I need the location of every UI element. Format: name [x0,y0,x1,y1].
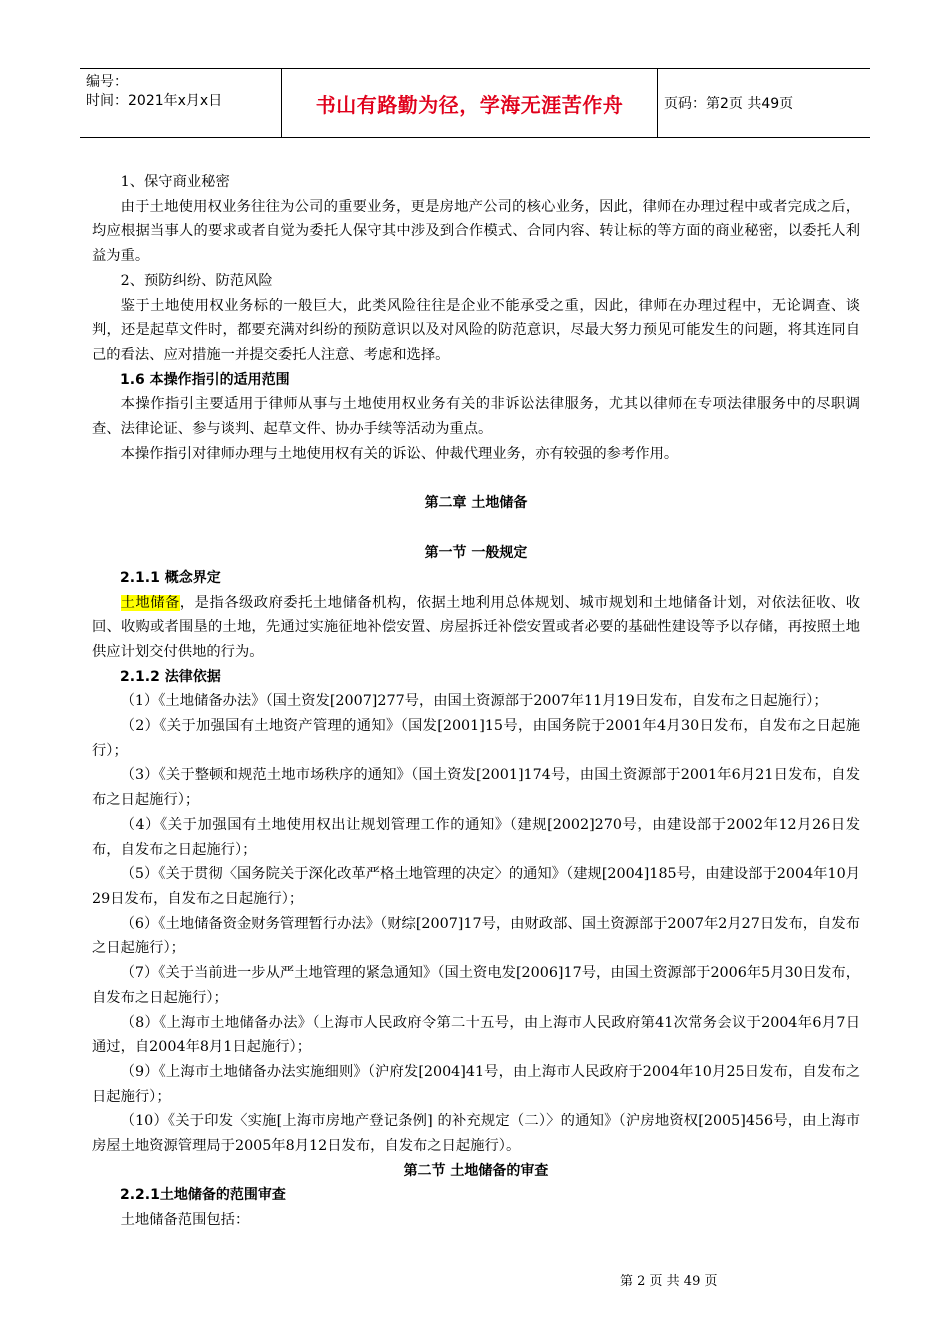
law-item: （4）《关于加强国有土地使用权出让规划管理工作的通知》（建规[2002]270号，由建设部于2002年12月26日发布，自发布之日起施行）； [92,816,860,858]
law-item: （8）《上海市土地储备办法》（上海市人民政府令第二十五号，由上海市人民政府第41次常务会议于2004年6月7日通过，自2004年8月1日起施行）； [92,1014,860,1056]
page-header [80,68,870,138]
chapter-title: 第二章 土地储备 [424,495,528,512]
header-page-info: 页码：第2页 共49页 [664,96,794,112]
paragraph-scope-list-intro: 土地储备范围包括： [120,1212,250,1229]
section-title-review: 第二节 土地储备的审查 [403,1162,549,1179]
header-motto: 书山有路勤为径，学海无涯苦作舟 [282,69,658,137]
time-label: 时间：2021年x月x日 [86,93,223,109]
header-left-cell [80,69,282,137]
section-title-trade-secret: 1、保守商业秘密 [120,174,230,190]
paragraph-risk: 鉴于土地使用权业务标的一般巨大，此类风险往往是企业不能承受之重，因此，律师在办理过程中，无论调查、谈判，还是起草文件时，都要充满对纠纷的预防意识以及对风险的防范意识，尽最大努力预见可能发生的问题，将其连同自己的看法、应对措施一并提交委托人注意、考虑和选择。 [92,297,860,363]
section-title-risk: 2、预防纠纷、防范风险 [120,272,273,289]
heading-2-2-1: 2.2.1土地储备的范围审查 [120,1187,286,1204]
law-item: （2）《关于加强国有土地资产管理的通知》（国发[2001]15号，由国务院于2001年4月30日发布，自发布之日起施行）； [92,718,860,759]
section-title-general: 第一节 一般规定 [424,545,528,562]
paragraph-scope-a: 本操作指引主要适用于律师从事与土地使用权业务有关的非诉讼法律服务，尤其以律师在专项法律服务中的尽职调查、法律论证、参与谈判、起草文件、协办手续等活动为重点。 [92,396,860,438]
paragraph-trade-secret: 由于土地使用权业务往往为公司的重要业务，更是房地产公司的核心业务，因此，律师在办理过程中或者完成之后，均应根据当事人的要求或者自觉为委托人保守其中涉及到合作模式、合同内容、转让标的等方面的商业秘密，以委托人利益为重。 [92,198,860,265]
definition-text: ，是指各级政府委托土地储备机构，依据土地利用总体规划、城市规划和土地储备计划，对依法征收、收回、收购或者围垦的土地，先通过实施征地补偿安置、房屋拆迁补偿安置或者必要的基础性建设等予以存储，再按照土地供应计划交付供地的行为。 [92,594,861,660]
heading-1-6: 1.6 本操作指引的适用范围 [120,371,290,388]
law-item: （7）《关于当前进一步从严土地管理的紧急通知》（国土资电发[2006]17号，由国土资源部于2006年5月30日发布，自发布之日起施行）； [92,965,860,1006]
document-body [92,170,860,1233]
highlighted-term: 土地储备 [120,594,180,611]
heading-2-1-2: 2.1.2 法律依据 [120,668,221,685]
paragraph-scope-b: 本操作指引对律师办理与土地使用权有关的诉讼、仲裁代理业务，亦有较强的参考作用。 [120,445,679,462]
page-footer: 第 2 页 共 49 页 [620,1274,718,1289]
law-item: （10）《关于印发〈实施[上海市房地产登记条例] 的补充规定（二）〉的通知》（沪房地资权[2005]456号，由上海市房屋土地资源管理局于2005年8月12日发布，自发布之日起施行）。 [92,1113,860,1155]
law-item: （5）《关于贯彻〈国务院关于深化改革严格土地管理的决定〉的通知》（建规[2004]185号，由建设部于2004年10月29日发布，自发布之日起施行）； [92,866,860,907]
law-item: （9）《上海市土地储备办法实施细则》（沪府发[2004]41号，由上海市人民政府于2004年10月25日发布，自发布之日起施行）； [92,1063,860,1105]
law-item: （3）《关于整顿和规范土地市场秩序的通知》（国土资发[2001]174号，由国土资源部于2001年6月21日发布，自发布之日起施行）； [92,767,860,809]
law-item: （6）《土地储备资金财务管理暂行办法》（财综[2007]17号，由财政部、国土资源部于2007年2月27日发布，自发布之日起施行）； [92,915,860,957]
paragraph-definition [92,591,860,665]
heading-2-1-1: 2.1.1 概念界定 [120,569,221,586]
law-item: （1）《土地储备办法》（国土资发[2007]277号，由国土资源部于2007年11月19日发布，自发布之日起施行）； [120,693,828,710]
number-label: 编号： [86,74,128,90]
